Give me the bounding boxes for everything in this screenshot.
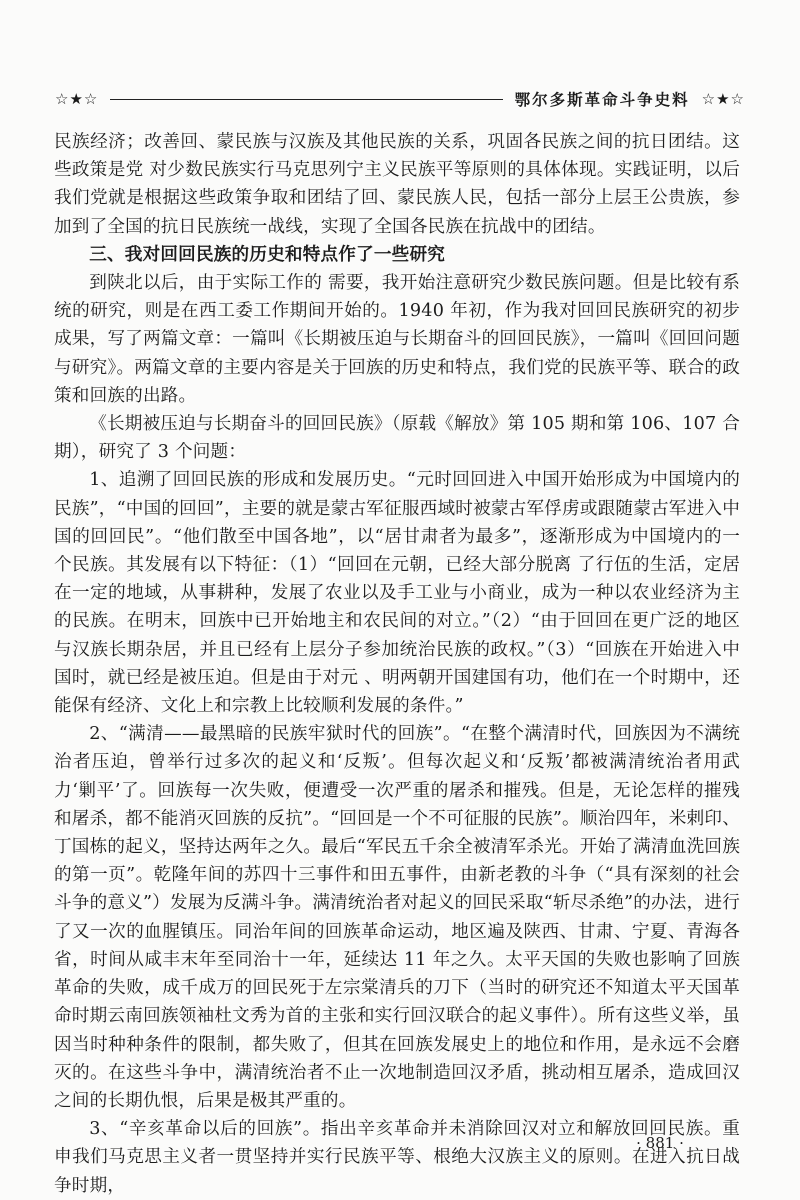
header-rule [110,99,502,100]
section-heading: 三、我对回回民族的历史和特点作了一些研究 [89,244,446,265]
paragraph: 2、“满清——最黑暗的民族牢狱时代的回族”。“在整个满清时代，回族因为不满统治者压迫，曾举行过多次的起义和‘反叛’。但每次起义和‘反叛’都被满清统治者用武力‘剿平’了。回族每一次失败，便遭受一次严重的屠杀和摧残。但是，无论怎样的摧残和屠杀，都不能消灭回族的反抗”。“回回是一个不可征服的民族”。顺治四年，米剌印、丁国栋的起义，坚持达两年之久。最后“军民五千余全被清军杀光。开始了满清血洗回族的第一页”。乾隆年间的苏四十三事件和田五事件，由新老教的斗争（“具有深刻的社会斗争的意义”）发展为反满斗争。满清统治者对起义的回民采取“斩尽杀绝”的办法，进行了又一次的血腥镇压。同治年间的回族革命运动，地区遍及陕西、甘肃、宁夏、青海各省，时间从咸丰末年至同治十一年，延续达 11 年之久。太平天国的失败也影响了回族 革命的失败，成千成万的回民死于左宗棠清兵的刀下（当时的研究还不知道太平天国革命时期云南回族领袖杜文秀为首的主张和实行回汉联合的起义事件）。所有这些义举，虽因当时种种条件的限制，都失败了，但其在回族发展史上的地位和作用，是永远不会磨灭的。在这些斗争中，满清统治者不止一次地制造回汉矛盾，挑动相互屠杀，造成回汉之间的长期仇恨，后果是极其严重的。 [54,724,740,1111]
header-title: 鄂尔多斯革命斗争史料 [514,91,690,109]
paragraph: 民族经济；改善回、蒙民族与汉族及其他民族的关系，巩固各民族之间的抗日团结。这些政策是党 对少数民族实行马克思列宁主义民族平等原则的具体体现。实践证明，以后我们党就是根据这些政策争取和团结了回、蒙民族人民，包括一部分上层王公贵族，参加到了全国的抗日民族统一战线，实现了全国各民族在抗战中的团结。 [54,132,740,237]
header-stars-right: ☆★☆ [701,90,745,108]
page-number: · 881 · [636,1134,684,1152]
paragraph: 到陕北以后，由于实际工作的 需要，我开始注意研究少数民族问题。但是比较有系统的研究，则是在西工委工作期间开始的。1940 年初，作为我对回回民族研究的初步成果，写了两篇文章：一篇叫《长期被压迫与长期奋斗的回回民族》，一篇叫《回回问题与研究》。两篇文章的主要内容是关于回族的历史和特点，我们党的民族平等、联合的政策和回族的出路。 [54,273,740,406]
header-stars-left: ☆★☆ [55,90,99,108]
paragraph: 《长期被压迫与长期奋斗的回回民族》（原载《解放》第 105 期和第 106、107 合期），研究了 3 个问题： [54,414,740,463]
paragraph: 1、追溯了回回民族的形成和发展历史。“元时回回进入中国开始形成为中国境内的民族”，“中国的回回”，主要的就是蒙古军征服西域时被蒙古军俘虏或跟随蒙古军进入中国的回回民”。“他们散至中国各地”，以“居甘肃者为最多”，逐渐形成为中国境内的一个民族。其发展有以下特征：（1）“回回在元朝，已经大部分脱离 了行伍的生活，定居在一定的地域，从事耕种，发展了农业以及手工业与小商业，成为一种以农业经济为主的民族。在明末，回族中已开始地主和农民间的对立。”（2）“由于回回在更广泛的地区与汉族长期杂居，并且已经有上层分子参加统治民族的政权。”（3）“回族在开始进入中国时，就已经是被压迫。但是由于对元 、明两朝开国建国有功，他们在一个时期中，还能保有经济、文化上和宗教上比较顺利发展的条件。” [54,470,740,717]
running-header [55,88,745,110]
paragraph: 3、“辛亥革命以后的回族”。指出辛亥革命并未消除回汉对立和解放回回民族。重申我们马克思主义者一贯坚持并实行民族平等、根绝大汉族主义的原则。在进入抗日战争时期， [54,1119,740,1196]
body-text [54,128,740,1200]
